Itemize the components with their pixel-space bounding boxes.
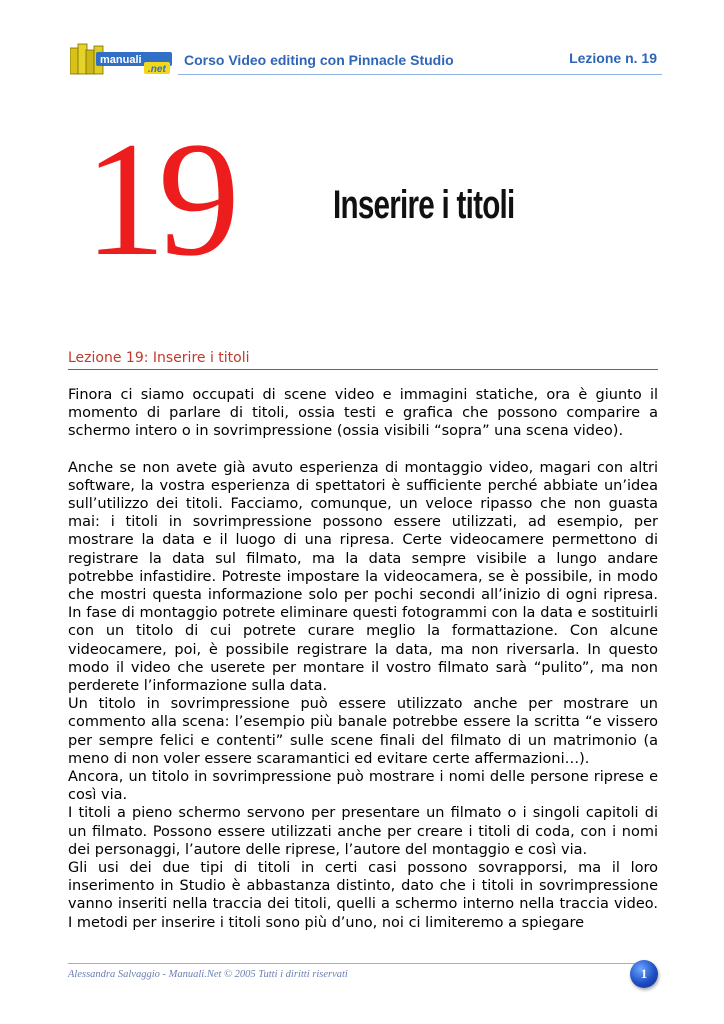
page-header — [70, 40, 660, 76]
chapter-number: 19 — [84, 109, 232, 290]
footer-divider — [68, 963, 643, 964]
paragraph: Gli usi dei due tipi di titoli in certi casi possono sovrapporsi, ma il loro inserimento in Studio è abbastanza distinto, dato che i titoli in sovrimpressione vanno inseriti nella traccia dei titoli, quelli a schermo interno nella traccia video. I metodi per inserire i titoli sono più d’uno, noi ci limiteremo a spiegare — [68, 860, 658, 931]
paragraph: I titoli a pieno schermo servono per presentare un filmato o i singoli capitoli di un filmato. Possono essere utilizzati anche per creare i titoli di coda, con i nomi dei personaggi, l’autore delle riprese, l’autore del montaggio e così via. — [68, 805, 658, 858]
paragraph: Ancora, un titolo in sovrimpressione può mostrare i nomi delle persone riprese e così via. — [68, 769, 658, 804]
svg-text:manuali: manuali — [100, 54, 142, 66]
section-heading: Lezione 19: Inserire i titoli — [68, 350, 250, 366]
course-title: Corso Video editing con Pinnacle Studio — [184, 52, 454, 68]
paragraph: Un titolo in sovrimpressione può essere utilizzato anche per mostrare un commento alla scena: l’esempio più banale potrebbe essere la scritta “e vissero per sempre felici e contenti” sulle scene finali del filmato di un matrimonio (a meno di non voler essere scaramantici ed evitare certe affermazioni…). — [68, 696, 658, 767]
manuali-net-logo — [70, 40, 178, 76]
chapter-title: Inserire i titoli — [333, 183, 515, 227]
body-text — [68, 386, 658, 932]
header-divider — [178, 74, 662, 75]
page-number-badge — [630, 960, 658, 988]
page-number: 1 — [640, 966, 648, 981]
paragraph: Finora ci siamo occupati di scene video e immagini statiche, ora è giunto il momento di parlare di titoli, ossia testi e grafica che possono comparire a schermo intero o in sovrimpressione (ossia visibili “sopra” una scena video). — [68, 387, 658, 440]
lesson-label: Lezione n. 19 — [569, 50, 657, 66]
paragraph: Anche se non avete già avuto esperienza di montaggio video, magari con altri software, la vostra esperienza di spettatori è sufficiente perché abbiate un’idea sull’utilizzo dei titoli. Facciamo, comunque, un veloce ripasso che non guasta mai: i titoli in sovrimpressione possono essere utilizzati, ad esempio, per mostrare la data e il luogo di una ripresa. Certe videocamere permettono di registrare la data sul filmato, ma la data sempre visibile a lungo andare potrebbe infastidire. Potreste impostare la videocamera, se è possibile, in modo che mostri questa informazione solo per pochi secondi all’inizio di ogni ripresa. In fase di montaggio potrete eliminare questi fotogrammi con la data e sostituirli con un titolo di cui potrete curare meglio la formattazione. Con alcune videocamere, poi, è possibile registrare la data, ma non riversarla. In questo modo il video che userete per montare il vostro filmato sarà “pulito”, ma non perderete l’informazione sulla data. — [68, 459, 658, 695]
section-divider — [68, 369, 658, 370]
footer-copyright: Alessandra Salvaggio - Manuali.Net © 2005 Tutti i diritti riservati — [68, 969, 348, 980]
svg-text:.net: .net — [148, 64, 166, 75]
